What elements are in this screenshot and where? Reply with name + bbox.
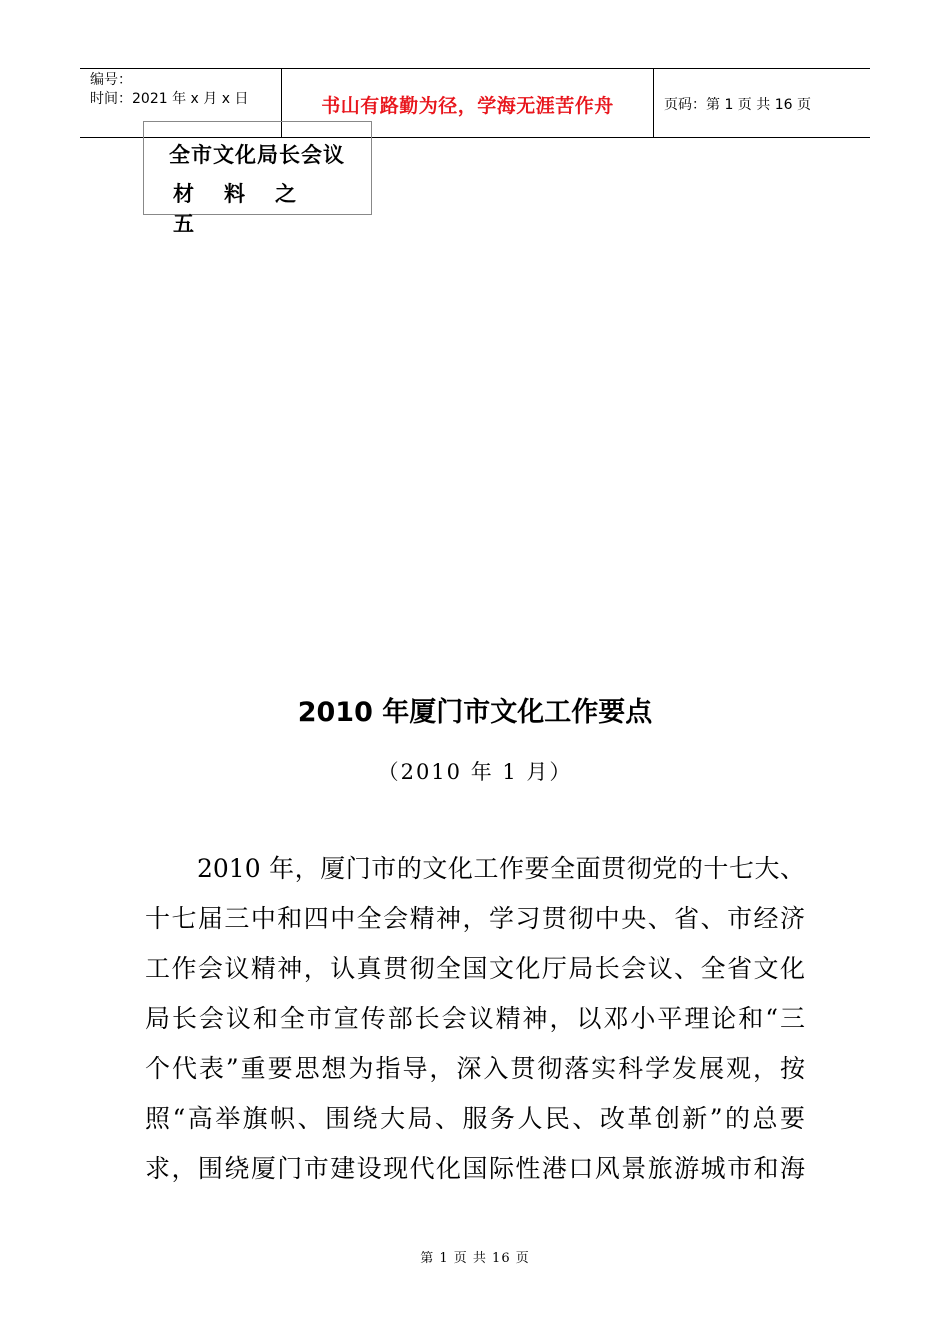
body-paragraph	[145, 850, 805, 1200]
paragraph-line: 十七届三中和四中全会精神，学习贯彻中央、省、市经济	[145, 904, 805, 933]
time-label: 时间：2021 年 x 月 x 日	[90, 91, 249, 107]
paragraph-line: 个代表”重要思想为指导，深入贯彻落实科学发展观，按	[145, 1054, 805, 1083]
paragraph-line: 2010 年，厦门市的文化工作要全面贯彻党的十七大、	[197, 854, 805, 883]
header-motto: 书山有路勤为径，学海无涯苦作舟	[321, 95, 614, 117]
header-meta	[90, 71, 248, 109]
header-divider	[653, 69, 654, 137]
paragraph-line: 工作会议精神，认真贯彻全国文化厅局长会议、全省文化	[145, 954, 805, 983]
number-label: 编号：	[90, 72, 132, 88]
page-footer: 第 1 页 共 16 页	[420, 1251, 530, 1266]
paragraph-line: 局长会议和全市宣传部长会议精神，以邓小平理论和“三	[145, 1004, 805, 1033]
document-title: 2010 年厦门市文化工作要点	[297, 697, 653, 728]
header-page-code: 页码：第 1 页 共 16 页	[664, 97, 811, 113]
paragraph-line: 求，围绕厦门市建设现代化国际性港口风景旅游城市和海	[145, 1154, 805, 1183]
document-subtitle: （2010 年 1 月）	[377, 760, 573, 784]
paragraph-line: 照“高举旗帜、围绕大局、服务人民、改革创新”的总要	[145, 1104, 805, 1133]
material-label-line2: 材料之五	[173, 181, 326, 236]
material-label-line1: 全市文化局长会议	[169, 142, 345, 167]
material-label-box	[143, 121, 372, 236]
